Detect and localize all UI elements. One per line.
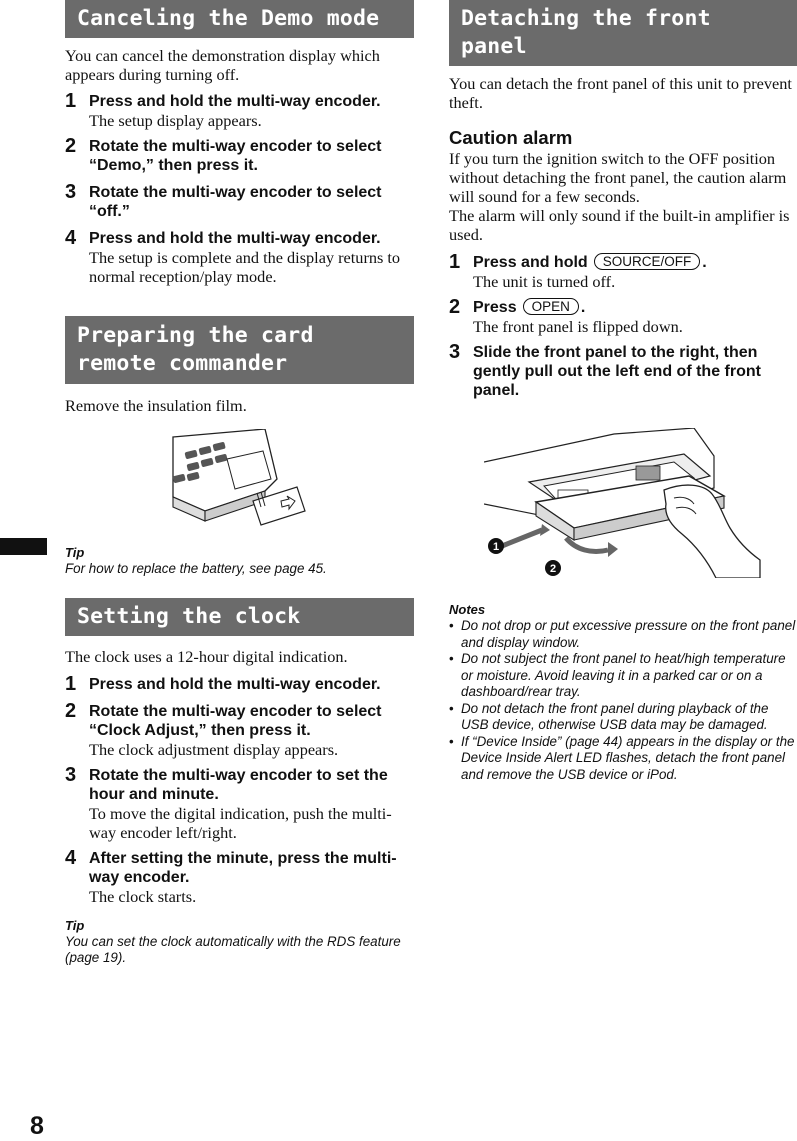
step-description: The clock adjustment display appears. [89,739,339,759]
step-number: 3 [65,181,77,203]
open-button-label: OPEN [523,298,579,315]
step-description: The setup is complete and the display returns to normal reception/play mode. [89,248,401,286]
figure-marker-1-label: 1 [492,541,500,553]
step-heading: Slide the front panel to the right, then gently pull out the left end of the front panel. [473,344,761,399]
demo-step-1 [65,92,414,130]
step-number: 2 [449,296,461,318]
step-heading: Press OPEN . [473,299,586,316]
detach-notes [449,602,797,783]
step-number: 2 [65,699,77,722]
note-item [449,701,797,734]
step-heading: Rotate the multi-way encoder to select “Clock Adjust,” then press it. [89,702,382,739]
note-item [449,618,797,651]
step-heading: Rotate the multi-way encoder to set the hour and minute. [89,766,388,803]
detach-panel-drawing [484,428,764,578]
demo-steps [65,92,414,286]
note-text: Do not detach the front panel during playback of the USB device, otherwise USB data may be damaged. [461,700,769,732]
note-text: If “Device Inside” (page 44) appears in the display or the Device Inside Alert LED flashes, detach the front panel and remove the USB device or iPod. [461,733,795,782]
note-text: Do not drop or put excessive pressure on the front panel and display window. [461,618,796,650]
clock-step-1 [65,672,414,695]
step-number: 4 [65,227,77,249]
step-description: The front panel is flipped down. [473,317,683,336]
detach-step-3 [449,343,797,400]
step-heading: Press and hold the multi-way encoder. [89,93,381,110]
step-heading: Press and hold the multi-way encoder. [89,230,381,247]
detach-heading-banner [449,0,797,66]
card-remote-illustration [165,429,375,529]
left-column [65,0,414,967]
step-number: 2 [65,135,77,157]
page-number: 8 [30,1112,44,1140]
step-description: The clock starts. [89,886,197,906]
step-heading-text: Press and hold [473,254,588,271]
card-heading-banner [65,316,414,384]
card-remote-drawing [165,429,375,529]
figure-marker-2-label: 2 [549,563,557,575]
detach-intro: You can detach the front panel of this unit to prevent theft. [449,74,792,112]
note-item [449,734,797,784]
section-tab-marker [0,538,47,555]
clock-step-2 [65,699,414,759]
step-number: 1 [65,90,77,112]
step-heading: Press and hold the multi-way encoder. [89,675,381,693]
caution-text-amplifier: The alarm will only sound if the built-in amplifier is used. [449,206,790,244]
notes-label: Notes [449,602,486,617]
detach-steps [449,253,797,400]
demo-step-2 [65,137,414,175]
right-column [449,0,797,783]
step-heading: Rotate the multi-way encoder to select “off.” [89,184,382,220]
step-heading: Rotate the multi-way encoder to select “Demo,” then press it. [89,138,382,174]
tip-label: Tip [65,917,85,933]
step-number: 3 [65,763,77,786]
bullet-icon: • [449,651,454,666]
clock-intro: The clock uses a 12-hour digital indication. [65,646,348,666]
note-text: Do not subject the front panel to heat/high temperature or moisture. Avoid leaving it in a parked car or on a dashboard/rear tray. [461,651,786,699]
detach-heading: Detaching the front panel [461,6,711,59]
clock-tip [65,918,414,967]
note-item [449,651,797,701]
bullet-icon: • [449,700,454,716]
step-description: To move the digital indication, push the multi-way encoder left/right. [89,803,392,842]
step-description: The setup display appears. [89,111,262,130]
detach-step-1 [449,253,797,291]
step-description: The unit is turned off. [473,272,616,291]
bullet-icon: • [449,733,454,749]
clock-heading-banner [65,598,414,636]
bullet-icon: • [449,618,454,633]
card-heading: Preparing the card remote commander [77,323,314,376]
caution-text: If you turn the ignition switch to the OFF position without detaching the front panel, the caution alarm will sound for a few seconds. [449,149,787,206]
clock-step-3 [65,763,414,842]
step-number: 1 [449,251,461,273]
step-heading: After setting the minute, press the multi-way encoder. [89,849,397,886]
tip-text: You can set the clock automatically with the RDS feature (page 19). [65,933,401,965]
clock-heading: Setting the clock [77,603,301,629]
card-intro: Remove the insulation film. [65,396,247,415]
tip-label: Tip [65,545,85,560]
demo-intro: You can cancel the demonstration display which appears during turning off. [65,46,380,84]
detach-step-2 [449,298,797,336]
step-number: 3 [449,341,461,363]
step-number: 4 [65,846,77,869]
demo-heading: Canceling the Demo mode [77,6,380,31]
notes-list [449,618,797,783]
card-tip [65,545,414,578]
clock-step-4 [65,846,414,906]
detach-panel-illustration [484,428,764,578]
demo-heading-banner [65,0,414,38]
tip-text: For how to replace the battery, see page 45. [65,561,327,576]
caution-heading: Caution alarm [449,127,573,148]
step-number: 1 [65,672,77,695]
clock-steps [65,672,414,906]
demo-step-3 [65,183,414,221]
demo-step-4 [65,229,414,286]
step-heading: Press and hold SOURCE/OFF . [473,254,707,271]
step-heading-text: Press [473,299,517,316]
source-off-button-label: SOURCE/OFF [594,253,701,270]
